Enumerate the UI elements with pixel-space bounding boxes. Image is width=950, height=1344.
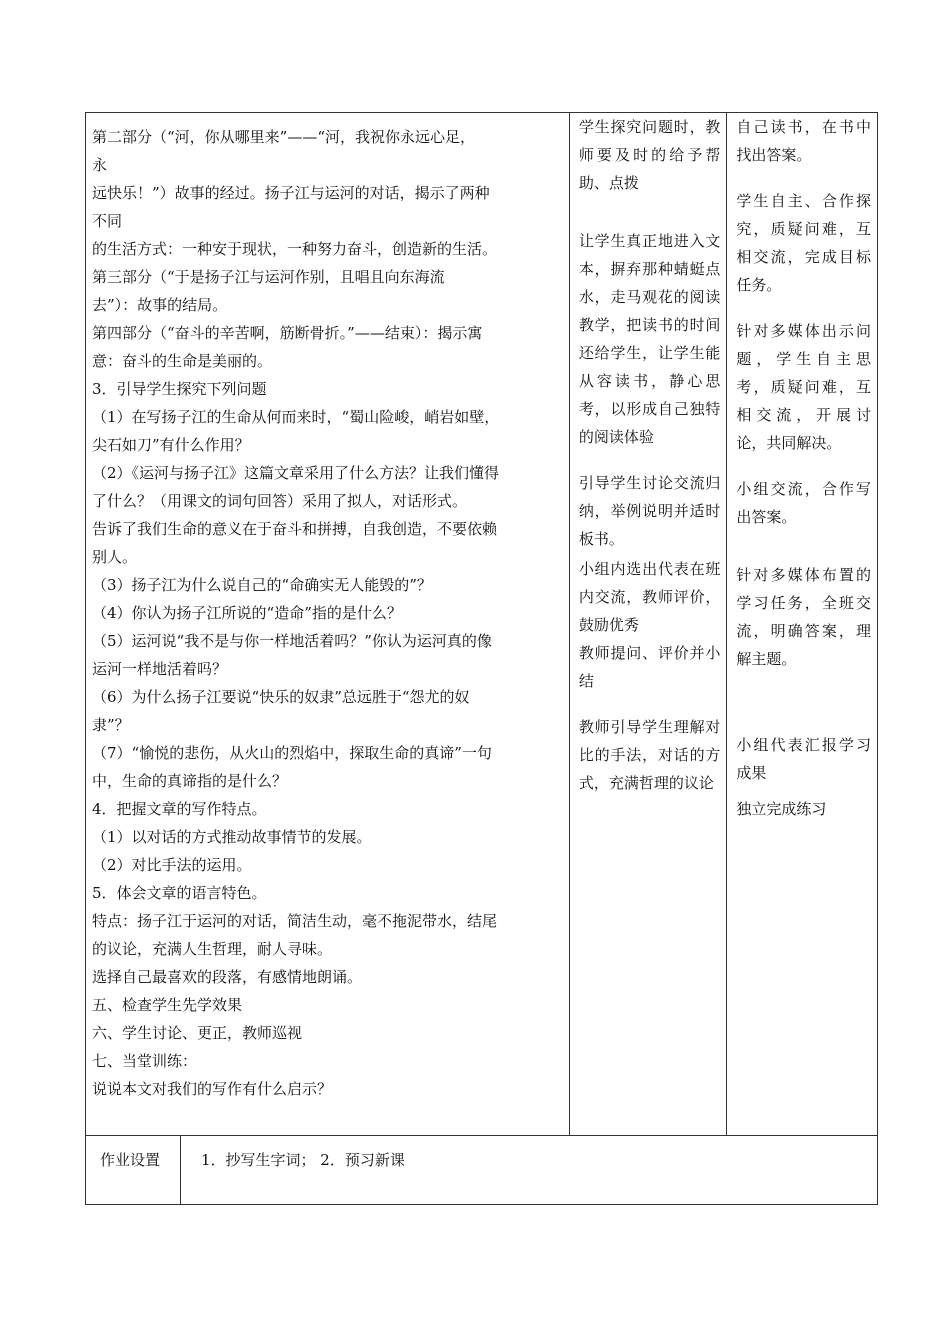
content-line: 选择自己最喜欢的段落，有感情地朗诵。 <box>92 968 363 986</box>
content-line: 第三部分（“于是扬子江与运河作别，且唱且向东海流 <box>92 268 445 286</box>
content-line: 5．体会文章的语言特色。 <box>92 884 267 902</box>
content-line: （2）对比手法的运用。 <box>92 856 252 874</box>
content-line: （4）你认为扬子江所说的“造命”指的是什么？ <box>92 604 402 622</box>
content-line: 告诉了我们生命的意义在于奋斗和拼搏，自我创造，不要依赖 <box>92 520 498 538</box>
content-line: 了什么？（用课文的词句回答）采用了拟人，对话形式。 <box>92 492 468 510</box>
teacher-note: 小组内选出代表在班内交流，教师评价，鼓励优秀 <box>578 560 721 634</box>
teacher-note: 学生探究问题时，教师要及时的给予帮助、点拨 <box>578 118 721 192</box>
content-line: 的生活方式：一种安于现状，一种努力奋斗，创造新的生活。 <box>92 240 498 258</box>
homework-content: 1．抄写生字词； 2．预习新课 <box>201 1151 405 1169</box>
homework-inner-table <box>86 1136 877 1204</box>
content-row <box>86 113 878 1136</box>
lesson-plan-table <box>85 112 878 1205</box>
content-line: 远快乐！”）故事的经过。扬子江与运河的对话，揭示了两种 <box>92 184 490 202</box>
content-line: （5）运河说“我不是与你一样地活着吗？”你认为运河真的像 <box>92 632 492 650</box>
student-note: 针对多媒体出示问题，学生自主思考，质疑问难，互相交流，开展讨论，共同解决。 <box>736 322 871 452</box>
lesson-content-cell <box>86 113 570 1136</box>
homework-row <box>86 1136 878 1205</box>
content-line: 的议论，充满人生哲理，耐人寻味。 <box>92 940 333 958</box>
teacher-note: 引导学生讨论交流归纳，举例说明并适时板书。 <box>578 474 721 548</box>
student-note: 小组代表汇报学习成果 <box>736 736 871 782</box>
homework-label: 作业设置 <box>86 1136 181 1204</box>
student-note: 自己读书，在书中找出答案。 <box>736 118 871 164</box>
student-note: 独立完成练习 <box>736 800 827 818</box>
content-line: （1）在写扬子江的生命从何而来时，“蜀山险峻，峭岩如壁， <box>92 408 500 426</box>
student-note: 学生自主、合作探究，质疑问难，互相交流，完成目标任务。 <box>736 192 871 294</box>
content-line: 永 <box>92 156 108 174</box>
teacher-note: 教师提问、评价并小结 <box>578 644 721 690</box>
content-line: （1）以对话的方式推动故事情节的发展。 <box>92 828 372 846</box>
teacher-note: 让学生真正地进入文本，摒弃那种蜻蜓点水，走马观花的阅读教学，把读书的时间还给学生，让学生能从容读书，静心思考，以形成自己独特的阅读体验 <box>578 232 721 446</box>
content-line: 尖石如刀”有什么作用？ <box>92 436 250 454</box>
homework-row-cell <box>86 1136 878 1205</box>
content-line: （7）“愉悦的悲伤，从火山的烈焰中，探取生命的真谛”一句 <box>92 744 492 762</box>
student-note: 针对多媒体布置的学习任务，全班交流，明确答案，理解主题。 <box>736 566 871 668</box>
content-line: 第四部分（“奋斗的辛苦啊，筋断骨折。”——结束）：揭示寓 <box>92 324 483 342</box>
content-line: 不同 <box>92 212 123 230</box>
teacher-note: 教师引导学生理解对比的手法，对话的方式，充满哲理的议论 <box>578 718 721 792</box>
content-line: 隶”？ <box>92 716 130 734</box>
content-line: 特点：扬子江于运河的对话，简洁生动，毫不拖泥带水，结尾 <box>92 912 498 930</box>
content-line: 六、学生讨论、更正，教师巡视 <box>92 1024 303 1042</box>
teacher-activity-cell <box>569 113 727 1136</box>
content-line: 五、检查学生先学效果 <box>92 996 243 1014</box>
content-line: 七、当堂训练： <box>92 1052 198 1070</box>
student-note: 小组交流，合作写出答案。 <box>736 480 871 526</box>
content-line: 第二部分（“河，你从哪里来”——“河，我祝你永远心足， <box>92 128 476 146</box>
content-line: （6）为什么扬子江要说“快乐的奴隶”总远胜于“怨尤的奴 <box>92 688 470 706</box>
content-line: （3）扬子江为什么说自己的“命确实无人能毁的”？ <box>92 576 432 594</box>
content-line: （2）《运河与扬子江》这篇文章采用了什么方法？让我们懂得 <box>92 464 500 482</box>
student-activity-cell <box>727 113 878 1136</box>
content-line: 4．把握文章的写作特点。 <box>92 800 267 818</box>
content-line: 去”）：故事的结局。 <box>92 296 228 314</box>
content-line: 意：奋斗的生命是美丽的。 <box>92 352 273 370</box>
content-line: 运河一样地活着吗？ <box>92 660 228 678</box>
content-line: 中，生命的真谛指的是什么？ <box>92 772 288 790</box>
content-line: 3．引导学生探究下列问题 <box>92 380 267 398</box>
content-line: 别人。 <box>92 548 138 566</box>
content-line: 说说本文对我们的写作有什么启示？ <box>92 1080 333 1098</box>
